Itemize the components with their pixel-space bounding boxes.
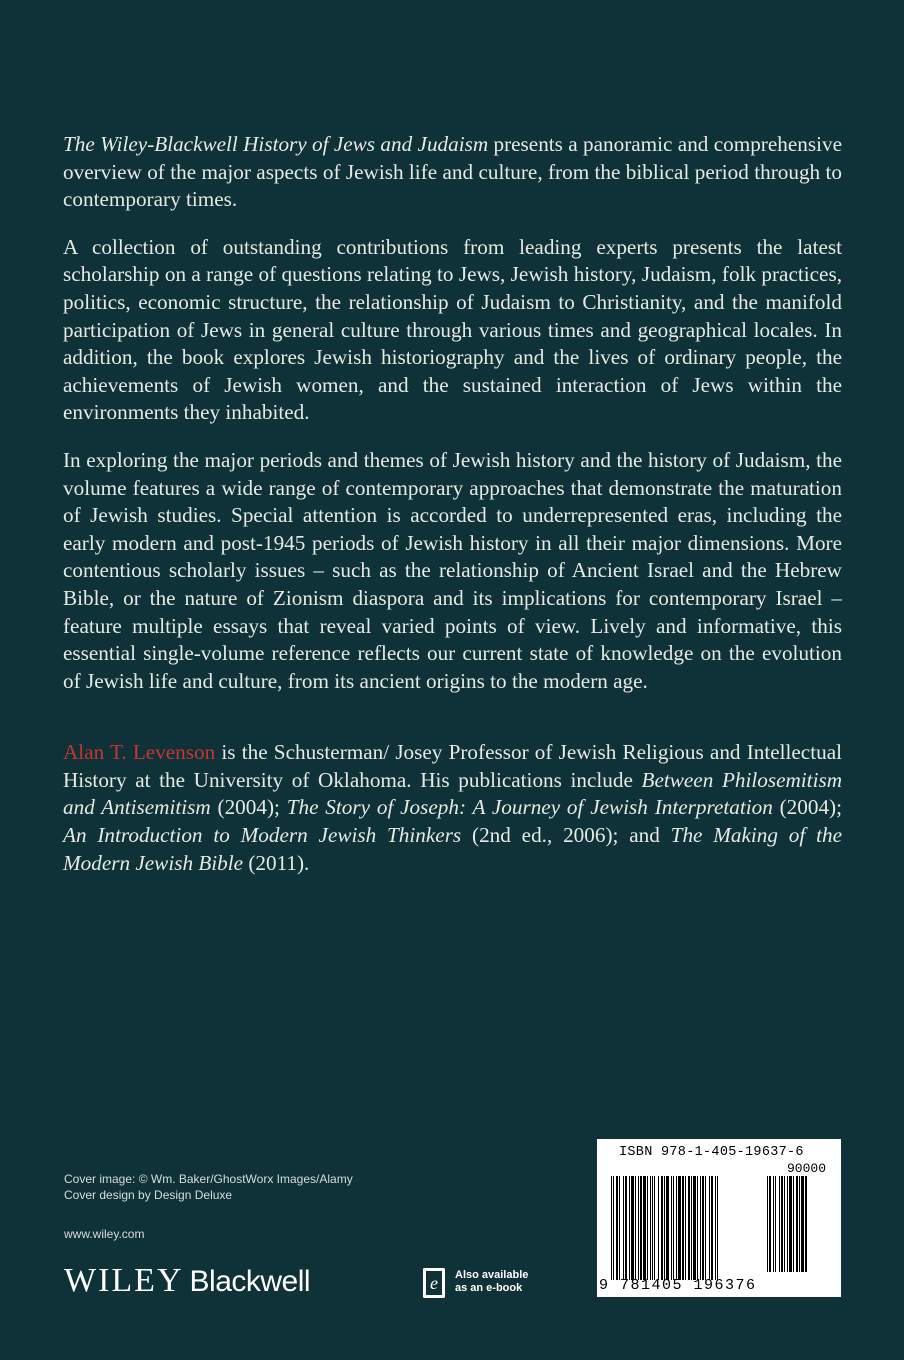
ebook-line-1: Also available xyxy=(455,1269,529,1281)
bio-text: (2011). xyxy=(243,850,310,875)
wiley-wordmark: WILEY xyxy=(64,1262,184,1299)
cover-design-credit: Cover design by Design Deluxe xyxy=(64,1188,233,1202)
isbn-label: ISBN 978-1-405-19637-6 xyxy=(619,1145,804,1160)
barcode-bar xyxy=(625,1176,627,1280)
ean-digits: 9 781405 196376 xyxy=(599,1277,757,1294)
barcode-bar xyxy=(650,1176,651,1280)
back-cover-blurb xyxy=(63,131,842,877)
barcode-bar xyxy=(767,1176,768,1272)
barcode-bar xyxy=(775,1176,776,1272)
barcode-bar xyxy=(787,1176,788,1272)
barcode-bar xyxy=(623,1176,624,1280)
barcode-bar xyxy=(664,1176,665,1280)
barcode-bar xyxy=(671,1176,672,1280)
bio-text: (2004); xyxy=(210,795,287,820)
barcode-bar xyxy=(717,1176,718,1280)
barcode-bar xyxy=(709,1176,710,1280)
author-name: Alan T. Levenson xyxy=(63,740,216,765)
blurb-p1-text: presents a panoramic and comprehensive overview of the major aspects of Jewish life and culture, from the biblical period through to contemporary times. xyxy=(63,132,842,212)
barcode-bar xyxy=(682,1176,684,1280)
barcode-bar xyxy=(611,1176,612,1280)
barcode-bar xyxy=(691,1176,692,1280)
barcode-bar xyxy=(773,1176,774,1272)
barcode-bar xyxy=(805,1176,807,1272)
price-code: 90000 xyxy=(787,1161,827,1176)
book-title: The Wiley-Blackwell History of Jews and Judaism xyxy=(63,132,489,156)
barcode-bar xyxy=(638,1176,639,1280)
barcode-bar xyxy=(635,1176,636,1280)
cover-credits xyxy=(64,1171,353,1203)
barcode-bar xyxy=(784,1176,785,1272)
barcode-bar xyxy=(715,1176,716,1280)
barcode-bar xyxy=(666,1176,669,1280)
barcode-bar xyxy=(779,1176,780,1272)
barcode-bar xyxy=(673,1176,674,1280)
bio-text: (2nd ed., 2006); and xyxy=(461,823,671,848)
cover-image-credit: Cover image: © Wm. Baker/GhostWorx Images/Alamy xyxy=(64,1172,353,1186)
ebook-availability xyxy=(455,1269,528,1295)
barcode-bar xyxy=(640,1176,642,1280)
blurb-paragraph-2: A collection of outstanding contributions from leading experts presents the latest scholarship on a range of questions relating to Jews, Jewish history, Judaism, folk practices, politics, economic structure, the relationship of Judaism to Christianity, and the manifold participation of Jews in general culture through various times and geographical locales. In addition, the book explores Jewish historiography and the lives of ordinary people, the achievements of Jewish women, and the sustained interaction of Jews within the environments they inhabited. xyxy=(63,234,842,425)
barcode-bar xyxy=(697,1176,698,1280)
bio-book-title: An Introduction to Modern Jewish Thinkers xyxy=(63,823,462,848)
wiley-blackwell-logo xyxy=(64,1262,310,1300)
barcode-bar xyxy=(647,1176,648,1280)
e-book-icon xyxy=(422,1267,446,1299)
blurb-paragraph-3: In exploring the major periods and themes of Jewish history and the history of Judaism, the volume features a wide range of contemporary approaches that demonstrate the maturation of Jewish studies. Special attention is accorded to underrepresented eras, including the early modern and post-1945 periods of Jewish history in all their major dimensions. More contentious scholarly issues – such as the relationship of Ancient Israel and the Hebrew Bible, or the nature of Zionism diaspora and its implications for contemporary Israel – feature multiple essays that reveal varied points of view. Lively and informative, this essential single-volume reference reflects our current state of knowledge on the evolution of Jewish life and culture, from its ancient origins to the modern age. xyxy=(63,447,842,693)
barcode-bar xyxy=(700,1176,701,1280)
barcode-bar xyxy=(685,1176,686,1280)
barcode-bar xyxy=(793,1176,794,1272)
ean-barcode-bars xyxy=(611,1176,761,1280)
barcode-bar xyxy=(711,1176,713,1280)
publisher-website[interactable]: www.wiley.com xyxy=(64,1227,145,1241)
barcode-bar xyxy=(801,1176,804,1272)
barcode-bar xyxy=(688,1176,690,1280)
barcode-bar xyxy=(799,1176,800,1272)
barcode-bar xyxy=(781,1176,783,1272)
svg-text:e: e xyxy=(430,1273,438,1293)
barcode-bar xyxy=(629,1176,630,1280)
barcode-bar xyxy=(796,1176,798,1272)
barcode-bar xyxy=(654,1176,655,1280)
barcode-bar xyxy=(619,1176,620,1280)
ebook-line-2: as an e-book xyxy=(455,1282,523,1294)
bio-book-title: The Making of the Modern Jewish Bible xyxy=(63,823,842,875)
barcode-bar xyxy=(658,1176,659,1280)
blurb-paragraph-1 xyxy=(63,131,842,214)
barcode-bar xyxy=(676,1176,677,1280)
barcode-bar xyxy=(705,1176,706,1280)
bio-book-title: Between Philosemitism and Antisemitism xyxy=(63,767,842,820)
barcode-bar xyxy=(643,1176,646,1280)
barcode-bar xyxy=(616,1176,618,1280)
bio-text: is the Schusterman/ Josey Professor of Jewish Religious and Intellectual History at the University of Oklahoma. His publications include xyxy=(63,740,842,792)
barcode-bar xyxy=(693,1176,696,1280)
barcode-bar xyxy=(769,1176,771,1272)
barcode-bar xyxy=(702,1176,704,1280)
author-bio xyxy=(63,739,842,877)
bio-text: (2004); xyxy=(772,795,842,820)
barcode-bar xyxy=(613,1176,614,1280)
barcode-bar xyxy=(631,1176,634,1280)
isbn-barcode xyxy=(597,1139,841,1297)
barcode-bar xyxy=(661,1176,663,1280)
barcode-bar xyxy=(678,1176,681,1280)
barcode-bar xyxy=(789,1176,792,1272)
blackwell-wordmark: Blackwell xyxy=(189,1265,311,1298)
bio-book-title: The Story of Joseph: A Journey of Jewish Interpretation xyxy=(286,795,773,820)
barcode-bar xyxy=(652,1176,653,1280)
addon-barcode-bars xyxy=(767,1176,827,1272)
